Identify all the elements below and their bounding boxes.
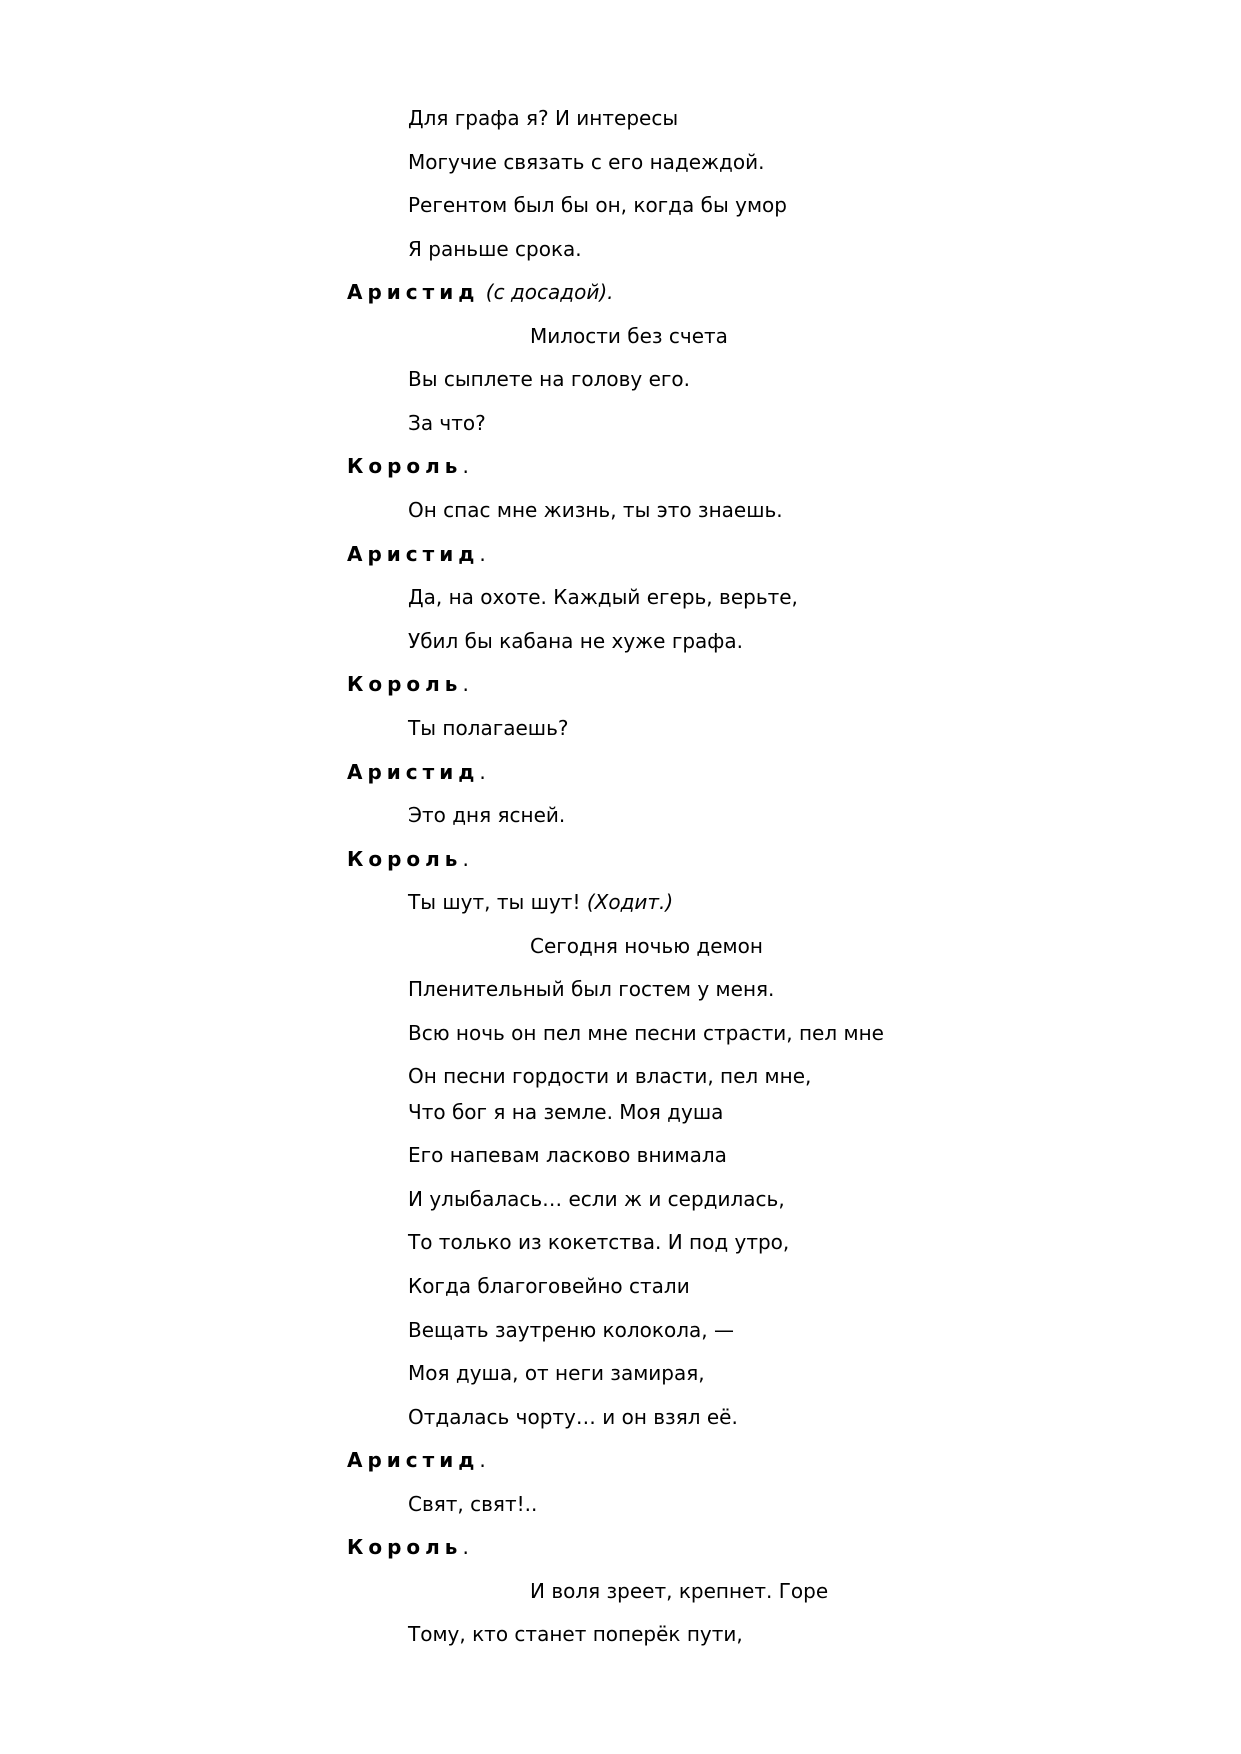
verse-line: Для графа я? И интересы: [408, 106, 679, 130]
verse-line: То только из кокетства. И под утро,: [408, 1230, 790, 1254]
speaker-line: [347, 280, 613, 304]
speaker-line: Король.: [347, 454, 469, 478]
verse-line: Ты полагаешь?: [408, 716, 569, 740]
verse-line: Убил бы кабана не хуже графа.: [408, 629, 744, 653]
verse-line: Свят, свят!..: [408, 1492, 538, 1516]
speaker-line: Король.: [347, 1535, 469, 1559]
verse-line: Сегодня ночью демон: [530, 934, 763, 958]
verse-line: Вещать заутреню колокола, —: [408, 1318, 734, 1342]
speaker-name: Аристид: [347, 280, 480, 304]
verse-line: Его напевам ласково внимала: [408, 1143, 727, 1167]
verse-line: Я раньше срока.: [408, 237, 582, 261]
verse-line: Регентом был бы он, когда бы умор: [408, 193, 787, 217]
verse-line: Моя душа, от неги замирая,: [408, 1361, 705, 1385]
verse-line: За что?: [408, 411, 486, 435]
verse-line: Вы сыплете на голову его.: [408, 367, 690, 391]
speaker-line: Аристид.: [347, 760, 486, 784]
verse-line: Когда благоговейно стали: [408, 1274, 690, 1298]
speaker-name: Король: [347, 847, 463, 871]
verse-line: Что бог я на земле. Моя душа: [408, 1100, 724, 1124]
speaker-name: Аристид: [347, 760, 480, 784]
verse-line: Ты шут, ты шут! (Ходит.): [408, 890, 674, 914]
speaker-name: Король: [347, 672, 463, 696]
verse-line: Отдалась чорту… и он взял её.: [408, 1405, 738, 1429]
speaker-line: Аристид.: [347, 1448, 486, 1472]
verse-line: Могучие связать с его надеждой.: [408, 150, 765, 174]
speaker-line: Король.: [347, 847, 469, 871]
verse-line: Он песни гордости и власти, пел мне,: [408, 1064, 812, 1088]
speaker-name: Король: [347, 454, 463, 478]
verse-line: Да, на охоте. Каждый егерь, верьте,: [408, 585, 798, 609]
speaker-line: Король.: [347, 672, 469, 696]
speaker-line: Аристид.: [347, 542, 486, 566]
speaker-name: Король: [347, 1535, 463, 1559]
speaker-name: Аристид: [347, 542, 480, 566]
verse-line: Это дня ясней.: [408, 803, 566, 827]
stage-direction: (Ходит.): [586, 890, 674, 914]
verse-line: И улыбалась… если ж и сердилась,: [408, 1187, 785, 1211]
verse-line: Пленительный был гостем у меня.: [408, 977, 775, 1001]
verse-line: Милости без счета: [530, 324, 728, 348]
verse-line: Он спас мне жизнь, ты это знаешь.: [408, 498, 783, 522]
verse-line: Тому, кто станет поперёк пути,: [408, 1622, 743, 1646]
verse-line: Всю ночь он пел мне песни страсти, пел мне: [408, 1021, 884, 1045]
verse-line: И воля зреет, крепнет. Горе: [530, 1579, 829, 1603]
stage-direction: (с досадой).: [485, 280, 614, 304]
speaker-name: Аристид: [347, 1448, 480, 1472]
